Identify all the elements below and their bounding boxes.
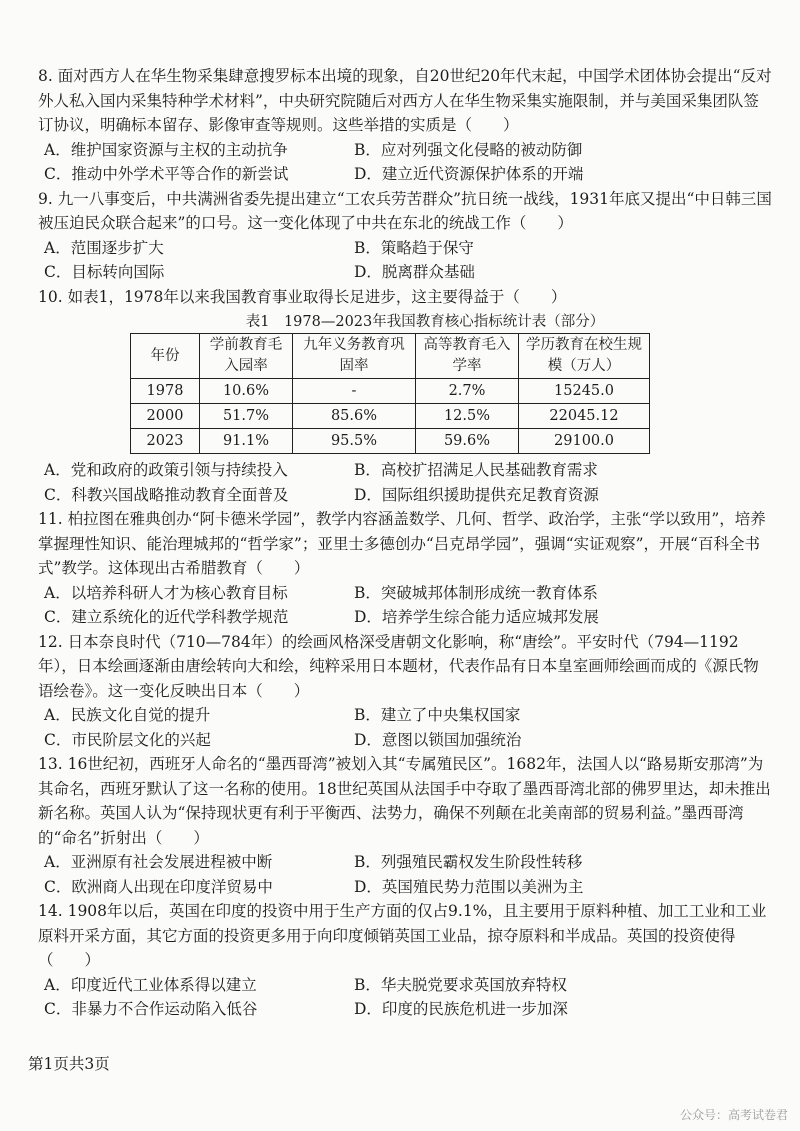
table-cell: 59.6% <box>416 429 519 454</box>
option-c: C．推动中外学术平等合作的新尝试 <box>44 165 289 183</box>
table-header: 高等教育毛入学率 <box>416 334 519 379</box>
option-b: B．列强殖民霸权发生阶段性转移 <box>354 853 583 871</box>
table-header-row <box>131 334 650 379</box>
option-b: B．策略趋于保守 <box>354 238 474 257</box>
option-c: C．科教兴国战略推动教育全面普及 <box>44 485 289 504</box>
option-d: D．脱离群众基础 <box>354 263 475 281</box>
table-cell: 12.5% <box>416 404 519 429</box>
question-stem: 8. 面对西方人在华生物采集肆意搜罗标本出境的现象，自20世纪20年代末起，中国学术团体协会提出“反对外人私入国内采集特种学术材料”，中央研究院随后对西方人在华生物采集实施限制，并与美国采集团队签订协议，明确标本留存、影像审查等规则。这些举措的实质是（ ） <box>38 67 772 134</box>
question-13 <box>38 752 772 899</box>
option-d: D．意图以锁国加强统治 <box>354 730 522 749</box>
option-a: A．维护国家资源与主权的主动抗争 <box>44 140 288 159</box>
option-b: B．建立了中央集权国家 <box>354 706 521 724</box>
question-stem: 11. 柏拉图在雅典创办“阿卡德米学园”，教学内容涵盖数学、几何、哲学、政治学，主张“学以致用”，培养掌握理性知识、能治理城邦的“哲学家”；亚里士多德创办“吕克昂学园”，强调“实证观察”，开展“百科全书式”教学。这体现出古希腊教育（ ） <box>38 510 766 577</box>
table-cell: 2.7% <box>416 379 519 404</box>
table-row <box>131 404 650 429</box>
option-b: B．突破城邦体制形成统一教育体系 <box>354 583 598 602</box>
question-stem: 13. 16世纪初，西班牙人命名的“墨西哥湾”被划入其“专属殖民区”。1682年，法国人以“路易斯安那湾”为其命名，西班牙默认了这一名称的使用。18世纪英国从法国手中夺取了墨西哥湾北部的佛罗里达，却未推出新名称。英国人认为“保持现状更有利于平衡西、法势力，确保不列颠在北美南部的贸易利益。”墨西哥湾的“命名”折射出（ ） <box>38 755 771 847</box>
data-table-block <box>38 311 772 454</box>
table-cell: 95.5% <box>293 429 416 454</box>
table-header: 学历教育在校生规模（万人） <box>519 334 650 379</box>
options-grid <box>38 850 772 899</box>
option-a: A．民族文化自觉的提升 <box>44 706 211 724</box>
question-14 <box>38 899 772 1022</box>
options-grid <box>38 236 772 285</box>
option-a: A．党和政府的政策引领与持续投入 <box>44 461 288 479</box>
option-a: A．范围逐步扩大 <box>44 238 164 257</box>
table-header: 学前教育毛入园率 <box>200 334 293 379</box>
option-b: B．华夫脱党要求英国放弃特权 <box>354 975 567 994</box>
table-caption: 表1 1978—2023年我国教育核心指标统计表（部分） <box>245 314 605 330</box>
question-11 <box>38 507 772 630</box>
option-c: C．市民阶层文化的兴起 <box>44 730 211 749</box>
option-a: A．以培养科研人才为核心教育目标 <box>44 583 288 602</box>
table-header: 年份 <box>131 334 200 379</box>
options-grid <box>38 581 772 630</box>
option-d: D．国际组织援助提供充足教育资源 <box>354 485 599 504</box>
question-9 <box>38 187 772 285</box>
table-cell: - <box>293 379 416 404</box>
option-d: D．建立近代资源保护体系的开端 <box>354 165 584 183</box>
option-b: B．高校扩招满足人民基础教育需求 <box>354 461 598 479</box>
table-cell: 91.1% <box>200 429 293 454</box>
options-grid <box>38 973 772 1022</box>
question-stem: 14. 1908年以后，英国在印度的投资中用于生产方面的仅占9.1%，且主要用于原料种植、加工工业和工业原料开采方面，其它方面的投资更多用于向印度倾销英国工业品，掠夺原料和半成品。英国的投资使得（ ） <box>38 902 767 969</box>
option-d: D．英国殖民势力范围以美洲为主 <box>354 877 584 896</box>
options-grid <box>38 138 772 187</box>
table-cell: 29100.0 <box>519 429 650 454</box>
table-cell: 51.7% <box>200 404 293 429</box>
question-12 <box>38 630 772 753</box>
table-cell: 2023 <box>131 429 200 454</box>
question-8 <box>38 64 772 187</box>
option-d: D．印度的民族危机进一步加深 <box>354 1000 568 1018</box>
table-cell: 22045.12 <box>519 404 650 429</box>
option-c: C．非暴力不合作运动陷入低谷 <box>44 1000 258 1018</box>
table-cell: 85.6% <box>293 404 416 429</box>
question-stem: 10. 如表1，1978年以来我国教育事业取得长足进步，这主要得益于（ ） <box>38 287 567 306</box>
page-number: 第1页共3页 <box>28 1055 110 1073</box>
question-10 <box>38 285 772 508</box>
question-stem: 12. 日本奈良时代（710—784年）的绘画风格深受唐朝文化影响，称“唐绘”。平安时代（794—1192年），日本绘画逐渐由唐绘转向大和绘，纯粹采用日本题材，代表作品有日本皇室画师绘画而成的《源氏物语绘卷》。这一变化反映出日本（ ） <box>38 632 759 700</box>
table-header: 九年义务教育巩固率 <box>293 334 416 379</box>
option-c: C．目标转向国际 <box>44 263 165 281</box>
options-grid <box>38 703 772 752</box>
option-c: C．建立系统化的近代学科教学规范 <box>44 608 289 626</box>
option-b: B．应对列强文化侵略的被动防御 <box>354 140 583 159</box>
question-stem: 9. 九一八事变后，中共满洲省委先提出建立“工农兵劳苦群众”抗日统一战线，1931年底又提出“中日韩三国被压迫民众联合起来”的口号。这一变化体现了中共在东北的统战工作（ ） <box>38 189 772 232</box>
option-a: A．印度近代工业体系得以建立 <box>44 975 257 994</box>
watermark: 公众号：高考试卷君 <box>679 1108 788 1122</box>
options-grid <box>38 458 772 507</box>
option-a: A．亚洲原有社会发展进程被中断 <box>44 853 273 871</box>
option-c: C．欧洲商人出现在印度洋贸易中 <box>44 877 273 896</box>
table-cell: 2000 <box>131 404 200 429</box>
table-cell: 15245.0 <box>519 379 650 404</box>
option-d: D．培养学生综合能力适应城邦发展 <box>354 608 599 626</box>
table-cell: 1978 <box>131 379 200 404</box>
table-row <box>131 429 650 454</box>
exam-page <box>38 64 772 1022</box>
table-cell: 10.6% <box>200 379 293 404</box>
table-row <box>131 379 650 404</box>
education-table <box>130 333 650 454</box>
